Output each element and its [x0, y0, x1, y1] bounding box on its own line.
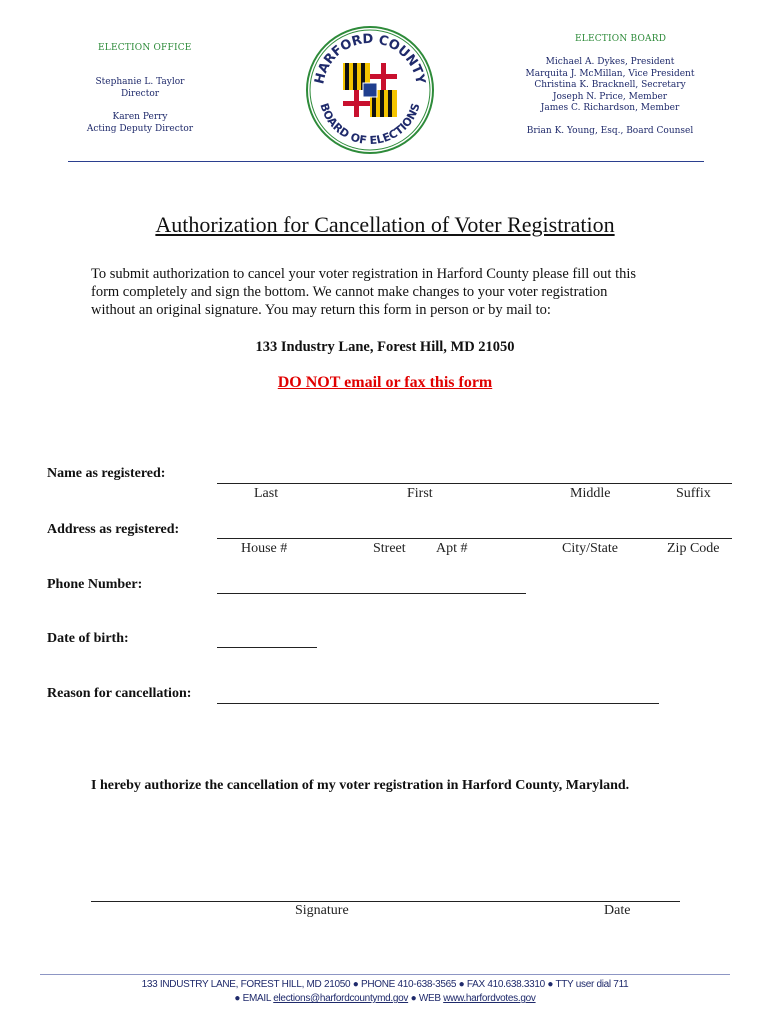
- board-member: Marquita J. McMillan, Vice President: [525, 68, 695, 79]
- seal-top-text: HARFORD COUNTY: [312, 31, 428, 86]
- election-board-heading: ELECTION BOARD: [575, 34, 667, 44]
- address-sub-zip: Zip Code: [667, 541, 720, 556]
- intro-line: form completely and sign the bottom. We cannot make changes to your voter registration: [91, 284, 608, 300]
- name-label: Name as registered:: [47, 466, 166, 481]
- director-block: [70, 77, 210, 100]
- address-input-line[interactable]: [217, 538, 732, 539]
- address-sub-house: House #: [241, 541, 288, 556]
- deputy-block: [70, 112, 210, 135]
- footer-web-prefix: ● WEB: [408, 993, 444, 1004]
- name-sub-middle: Middle: [570, 486, 611, 501]
- board-of-elections-seal: [305, 25, 435, 155]
- dob-input-line[interactable]: [217, 647, 317, 648]
- deputy-title: Acting Deputy Director: [86, 123, 194, 134]
- address-label: Address as registered:: [47, 522, 180, 537]
- address-sub-city-state: City/State: [562, 541, 618, 556]
- intro-line: without an original signature. You may return this form in person or by mail to:: [91, 302, 551, 318]
- board-member: Joseph N. Price, Member: [552, 91, 668, 102]
- mail-address: 133 Industry Lane, Forest Hill, MD 21050: [255, 339, 515, 355]
- footer-email-link[interactable]: elections@harfordcountymd.gov: [273, 993, 409, 1004]
- phone-input-line[interactable]: [217, 593, 526, 594]
- director-name: Stephanie L. Taylor: [95, 77, 185, 87]
- director-title: Director: [120, 88, 160, 99]
- signature-label: Signature: [295, 903, 349, 918]
- do-not-email-warning: DO NOT email or fax this form: [277, 374, 493, 391]
- intro-line: To submit authorization to cancel your voter registration in Harford County please fill out this: [91, 266, 637, 282]
- reason-label: Reason for cancellation:: [47, 686, 192, 701]
- name-sub-first: First: [407, 486, 433, 501]
- election-office-heading: ELECTION OFFICE: [98, 43, 192, 53]
- board-member: Michael A. Dykes, President: [545, 57, 675, 67]
- phone-label: Phone Number:: [47, 577, 143, 592]
- board-members-list: [510, 57, 710, 115]
- maryland-flag-icon: [343, 63, 397, 117]
- board-counsel: Brian K. Young, Esq., Board Counsel: [526, 126, 694, 136]
- footer-links-line: [0, 993, 770, 1004]
- footer-contact-line: 133 INDUSTRY LANE, FOREST HILL, MD 21050 ● PHONE 410-638-3565 ● FAX 410.638.3310 ● TTY user dial 711: [141, 979, 629, 990]
- form-title: Authorization for Cancellation of Voter Registration: [155, 212, 615, 237]
- name-input-line[interactable]: [217, 483, 732, 484]
- seal-bottom-text: BOARD OF ELECTIONS: [317, 101, 423, 148]
- name-sub-suffix: Suffix: [676, 486, 711, 501]
- board-member: James C. Richardson, Member: [540, 103, 680, 113]
- name-sub-last: Last: [254, 486, 279, 501]
- footer-web-link[interactable]: www.harfordvotes.gov: [443, 993, 536, 1004]
- deputy-name: Karen Perry: [112, 112, 168, 122]
- footer-email-prefix: ● EMAIL: [234, 993, 274, 1004]
- address-sub-street: Street: [373, 541, 406, 556]
- footer-divider: [40, 974, 730, 975]
- header-divider: [68, 161, 704, 162]
- intro-paragraph: [91, 265, 711, 319]
- reason-input-line[interactable]: [217, 703, 659, 704]
- authorization-statement: I hereby authorize the cancellation of my voter registration in Harford County, Maryland.: [91, 778, 630, 793]
- board-member: Christina K. Bracknell, Secretary: [534, 80, 686, 90]
- address-sub-apt: Apt #: [436, 541, 468, 556]
- date-label: Date: [604, 903, 631, 918]
- signature-line[interactable]: [91, 901, 680, 902]
- dob-label: Date of birth:: [47, 631, 129, 646]
